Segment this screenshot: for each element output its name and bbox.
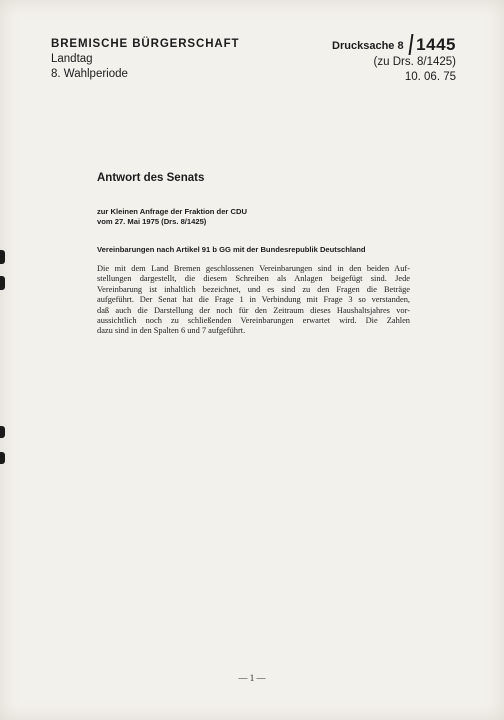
document-number: 1445 xyxy=(416,35,456,54)
document-number-row xyxy=(332,33,456,55)
inquiry-line: vom 27. Mai 1975 (Drs. 8/1425) xyxy=(97,217,207,226)
body-paragraph xyxy=(97,264,410,337)
letterhead xyxy=(51,37,239,82)
body-line: Die mit dem Land Bremen geschlossenen Vereinbarungen sind in den beiden Auf- xyxy=(97,264,410,273)
parliament-name: BREMISCHE BÜRGERSCHAFT xyxy=(51,38,240,50)
body-line: stellungen dargestellt, die diesem Schreiben als Anlagen beigefügt sind. Jede xyxy=(97,274,410,284)
inquiry-reference xyxy=(97,207,247,227)
punch-hole-mark xyxy=(0,452,5,464)
inquiry-line: zur Kleinen Anfrage der Fraktion der CDU xyxy=(97,207,247,216)
punch-hole-mark xyxy=(0,426,5,438)
document-label: Drucksache 8 xyxy=(332,40,404,52)
body-line: aussichtlich noch zu schließenden Vereinbarungen erwartet wird. Die Zahlen xyxy=(97,316,410,326)
subject-heading: Vereinbarungen nach Artikel 91 b GG mit der Bundesrepublik Deutschland xyxy=(97,245,366,254)
document-title: Antwort des Senats xyxy=(97,172,205,184)
body-line: aufgeführt. Der Senat hat die Frage 1 in Verbindung mit Frage 3 so verstanden, xyxy=(97,295,410,305)
document-reference-block xyxy=(332,33,456,85)
chamber-name: Landtag xyxy=(51,53,93,65)
page-number: — 1 — xyxy=(238,673,266,683)
legislative-period: 8. Wahlperiode xyxy=(51,68,128,80)
punch-hole-mark xyxy=(0,250,5,264)
slash-divider xyxy=(408,34,413,55)
body-line: dazu sind in den Spalten 6 und 7 aufgeführt. xyxy=(97,326,246,336)
body-line: Vereinbarung ist inhaltlich bezeichnet, und es sind zu den Fragen die Beträge xyxy=(97,284,410,294)
punch-hole-mark xyxy=(0,276,5,290)
document-date: 10. 06. 75 xyxy=(404,71,456,83)
reference-document: (zu Drs. 8/1425) xyxy=(373,56,456,68)
body-line: daß auch die Darstellung der noch für den Zeitraum dieses Haushaltsjahres vor- xyxy=(97,305,410,315)
